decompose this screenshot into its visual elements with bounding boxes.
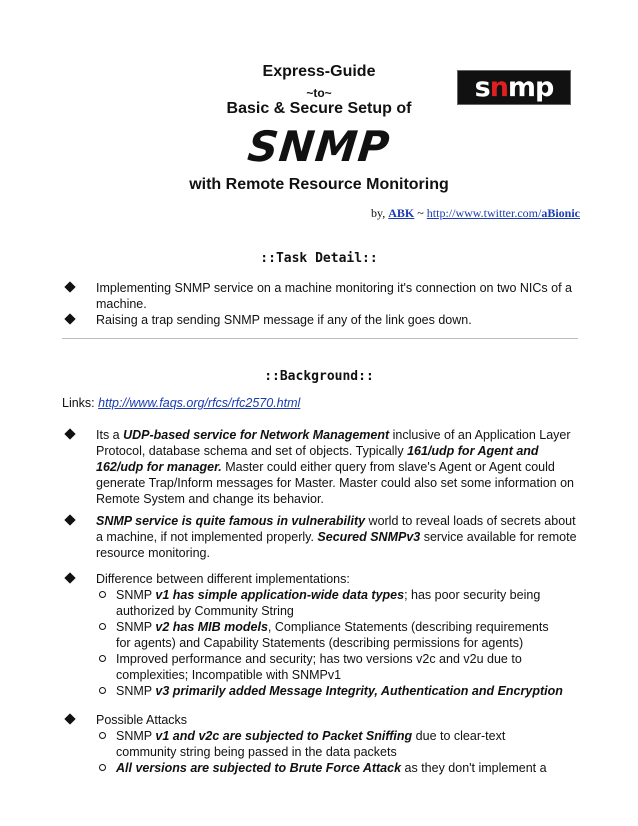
text-run: ; has poor security being authorized by Community String (116, 588, 541, 618)
bg-bullet-4-text: Possible Attacks (96, 713, 188, 727)
text-run: due to clear-text community string being passed in the data packets (116, 729, 506, 759)
rfc-link[interactable]: http://www.faqs.org/rfcs/rfc2570.html (98, 396, 301, 410)
links-label: Links: (62, 396, 95, 410)
task-item-text: Raising a trap sending SNMP message if any of the link goes down. (96, 313, 472, 327)
title-to: ~to~ (306, 86, 332, 100)
text-run: Its a (96, 428, 124, 442)
diamond-bullet-icon (64, 313, 75, 324)
emphasis-run: v2 has MIB models (155, 620, 268, 634)
links-line (62, 396, 300, 410)
text-run: SNMP (116, 729, 156, 743)
circle-bullet-icon (99, 732, 106, 739)
title-basic-secure-setup: Basic & Secure Setup of (226, 100, 412, 117)
circle-bullet-icon (99, 655, 106, 662)
title-remote-monitoring: with Remote Resource Monitoring (189, 176, 449, 193)
snmp-logo (457, 70, 571, 105)
section-divider (62, 338, 578, 339)
emphasis-run: v1 has simple application-wide data types (155, 588, 405, 602)
text-run: SNMP (116, 684, 156, 698)
diamond-bullet-icon (64, 281, 75, 292)
byline (330, 206, 580, 221)
emphasis-run: SNMP service is quite famous in vulnerability (96, 514, 366, 528)
text-run: SNMP (116, 588, 156, 602)
diamond-bullet-icon (64, 572, 75, 583)
circle-bullet-icon (99, 623, 106, 630)
text-run: SNMP (116, 620, 156, 634)
twitter-url-prefix: http://www.twitter.com/ (426, 206, 542, 220)
emphasis-run: All versions are subjected to Brute Force Attack (116, 761, 402, 775)
emphasis-run: UDP-based service for Network Management (123, 428, 390, 442)
diamond-bullet-icon (64, 713, 75, 724)
twitter-link[interactable] (427, 206, 580, 220)
byline-tilde: ~ (417, 206, 424, 220)
title-express-guide: Express-Guide (262, 63, 376, 80)
logo-s: s (474, 72, 490, 103)
bg-bullet-2-text (96, 513, 582, 561)
title-snmp: SNMP (245, 122, 393, 171)
text-run: Master could either query from slave's Agent or Agent could generate Trap/Inform messages for Master. Master could also set some information on Remote System and change its behavior. (96, 460, 574, 506)
text-run: , Compliance Statements (describing requirements for agents) and Capability Statements (describing permissions for agents) (116, 620, 549, 650)
emphasis-run: 161/udp for Agent and 162/udp for manager. (96, 444, 539, 474)
diamond-bullet-icon (64, 514, 75, 525)
byline-by: by, (371, 206, 386, 220)
background-heading: ::Background:: (264, 369, 374, 384)
bg-bullet-1-text (96, 427, 582, 507)
bg-sub-3-1-text (116, 587, 566, 619)
circle-bullet-icon (99, 591, 106, 598)
emphasis-run: v3 primarily added Message Integrity, Authentication and Encryption (155, 684, 563, 698)
emphasis-run: Secured SNMPv3 (317, 530, 421, 544)
bg-bullet-3-text: Difference between different implementations: (96, 572, 350, 586)
bg-sub-4-1-text (116, 728, 566, 760)
emphasis-run: v1 and v2c are subjected to Packet Sniffing (155, 729, 413, 743)
diamond-bullet-icon (64, 428, 75, 439)
task-item-text: Implementing SNMP service on a machine monitoring it's connection on two NICs of a machine. (96, 281, 572, 311)
bg-sub-3-3-text: Improved performance and security; has two versions v2c and v2u due to complexities; Incompatible with SNMPv1 (116, 652, 522, 682)
author-link[interactable]: ABK (388, 206, 415, 220)
text-run: world to reveal loads of secrets about a machine, if not implemented properly. (96, 514, 576, 544)
logo-n: n (489, 72, 508, 103)
bg-sub-3-4-text (116, 683, 566, 699)
logo-mp: mp (507, 72, 554, 103)
bg-sub-4-2-text (116, 760, 566, 776)
circle-bullet-icon (99, 687, 106, 694)
text-run: service available for remote resource monitoring. (96, 530, 577, 560)
text-run: as they don't implement a (401, 761, 547, 775)
text-run: inclusive of an Application Layer Protocol, database schema and set of objects. Typically (96, 428, 571, 458)
bg-sub-3-2-text (116, 619, 566, 651)
circle-bullet-icon (99, 764, 106, 771)
twitter-handle: aBionic (541, 206, 580, 220)
task-detail-heading: ::Task Detail:: (260, 251, 378, 266)
